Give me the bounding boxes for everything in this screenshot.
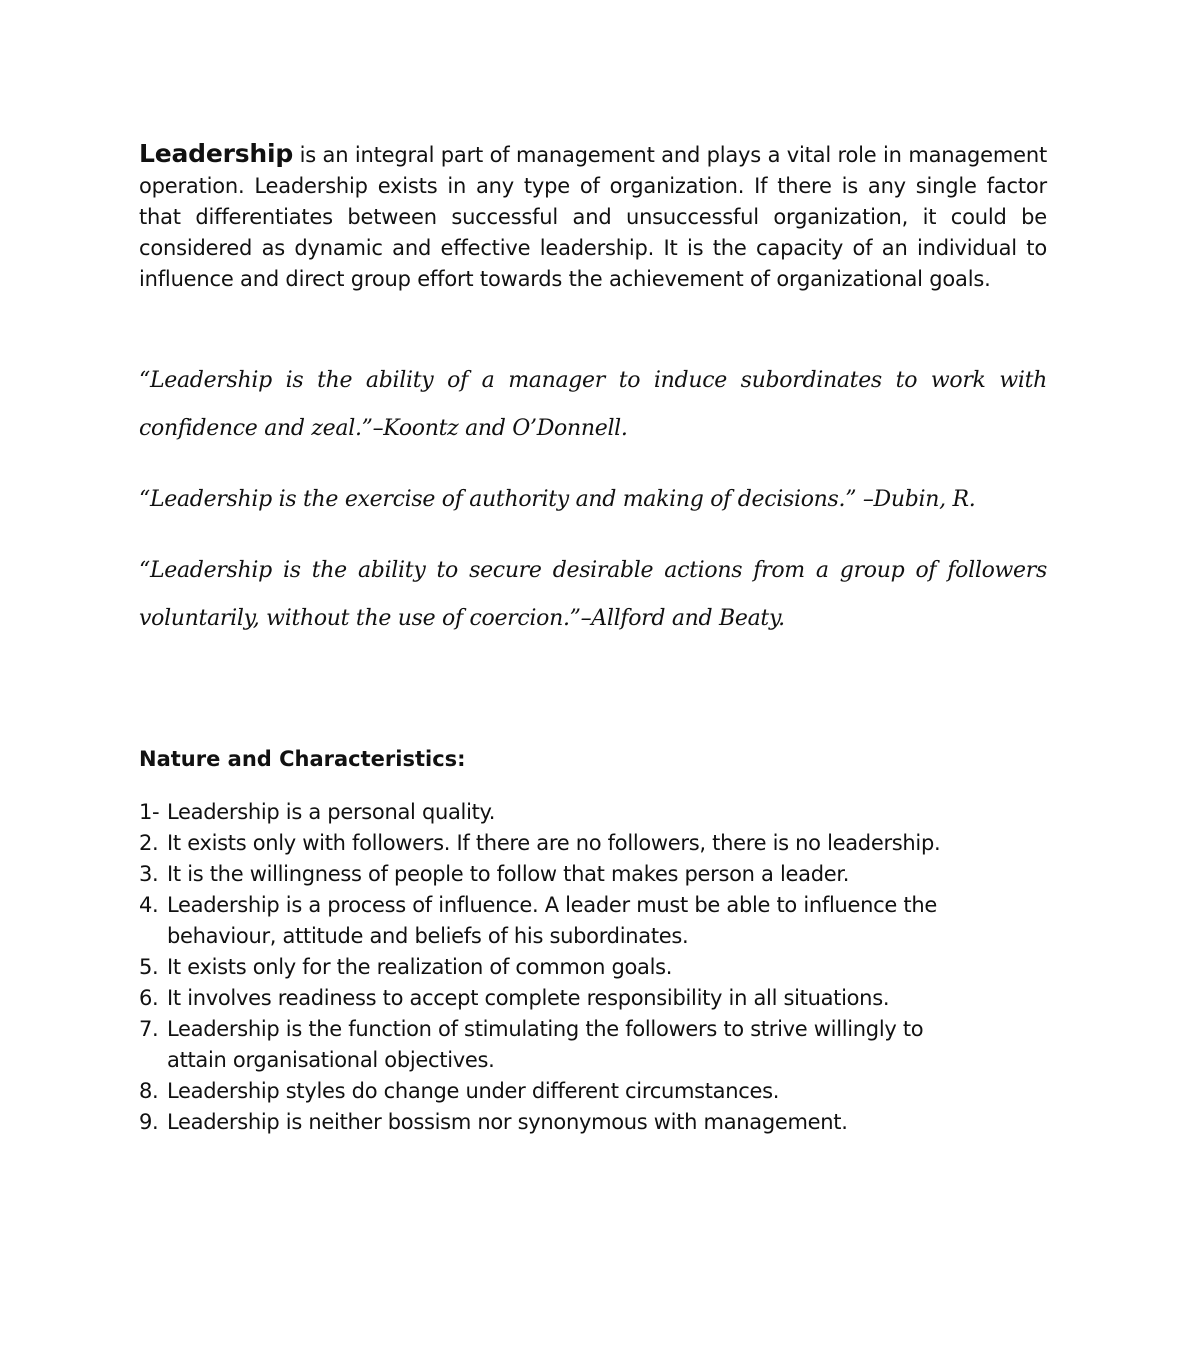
- list-item-number: 8.: [139, 1079, 159, 1103]
- list-item-text: Leadership is a process of influence. A leader must be able to influence the behaviour, attitude and beliefs of his subordinates.: [167, 893, 937, 948]
- list-item-number: 7.: [139, 1017, 159, 1041]
- list-item-number: 3.: [139, 862, 159, 886]
- quote-koontz-odonnell: “Leadership is the ability of a manager to induce subordinates to work with confidence and zeal.”–Koontz and O’Donnell.: [139, 368, 1047, 441]
- characteristics-list: [139, 797, 969, 1138]
- list-item-number: 4.: [139, 893, 159, 917]
- list-item-text: It is the willingness of people to follow that makes person a leader.: [167, 862, 850, 886]
- list-item-text: Leadership is the function of stimulating the followers to strive willingly to attain organisational objectives.: [167, 1017, 924, 1072]
- quote-allford-beaty: “Leadership is the ability to secure desirable actions from a group of followers voluntarily, without the use of coercion.”–Allford and Beaty.: [139, 558, 1047, 631]
- list-item: [139, 1014, 969, 1076]
- list-item-number: 9.: [139, 1110, 159, 1134]
- intro-text: is an integral part of management and plays a vital role in management operation. Leadership exists in any type of organization. If there is any single factor that differentiates between successful and unsuccessful organization, it could be considered as dynamic and effective leadership. It is the capacity of an individual to influence and direct group effort towards the achievement of organizational goals.: [139, 143, 1047, 291]
- quote-dubin: “Leadership is the exercise of authority and making of decisions.” –Dubin, R.: [139, 487, 976, 512]
- definition-quotes: [139, 357, 1047, 643]
- list-item: [139, 1076, 969, 1107]
- list-item: [139, 1107, 969, 1138]
- section-heading-text: Nature and Characteristics: [139, 747, 458, 771]
- intro-lead-word: Leadership: [139, 139, 294, 168]
- list-item: [139, 828, 969, 859]
- list-item: [139, 983, 969, 1014]
- section-heading-colon: :: [457, 747, 466, 771]
- document-page: [139, 138, 1047, 1138]
- list-item-text: Leadership styles do change under different circumstances.: [167, 1079, 780, 1103]
- list-item-number: 1-: [139, 800, 160, 824]
- list-item-number: 5.: [139, 955, 159, 979]
- list-item: [139, 952, 969, 983]
- intro-paragraph: [139, 138, 1047, 295]
- list-item: [139, 797, 969, 828]
- list-item-text: It involves readiness to accept complete responsibility in all situations.: [167, 986, 890, 1010]
- list-item-text: Leadership is a personal quality.: [167, 800, 496, 824]
- list-item: [139, 859, 969, 890]
- list-item-text: Leadership is neither bossism nor synonymous with management.: [167, 1110, 848, 1134]
- list-item-text: It exists only for the realization of common goals.: [167, 955, 673, 979]
- list-item: [139, 890, 969, 952]
- list-item-number: 6.: [139, 986, 159, 1010]
- list-item-number: 2.: [139, 831, 159, 855]
- list-item-text: It exists only with followers. If there are no followers, there is no leadership.: [167, 831, 941, 855]
- section-heading: [139, 744, 1047, 774]
